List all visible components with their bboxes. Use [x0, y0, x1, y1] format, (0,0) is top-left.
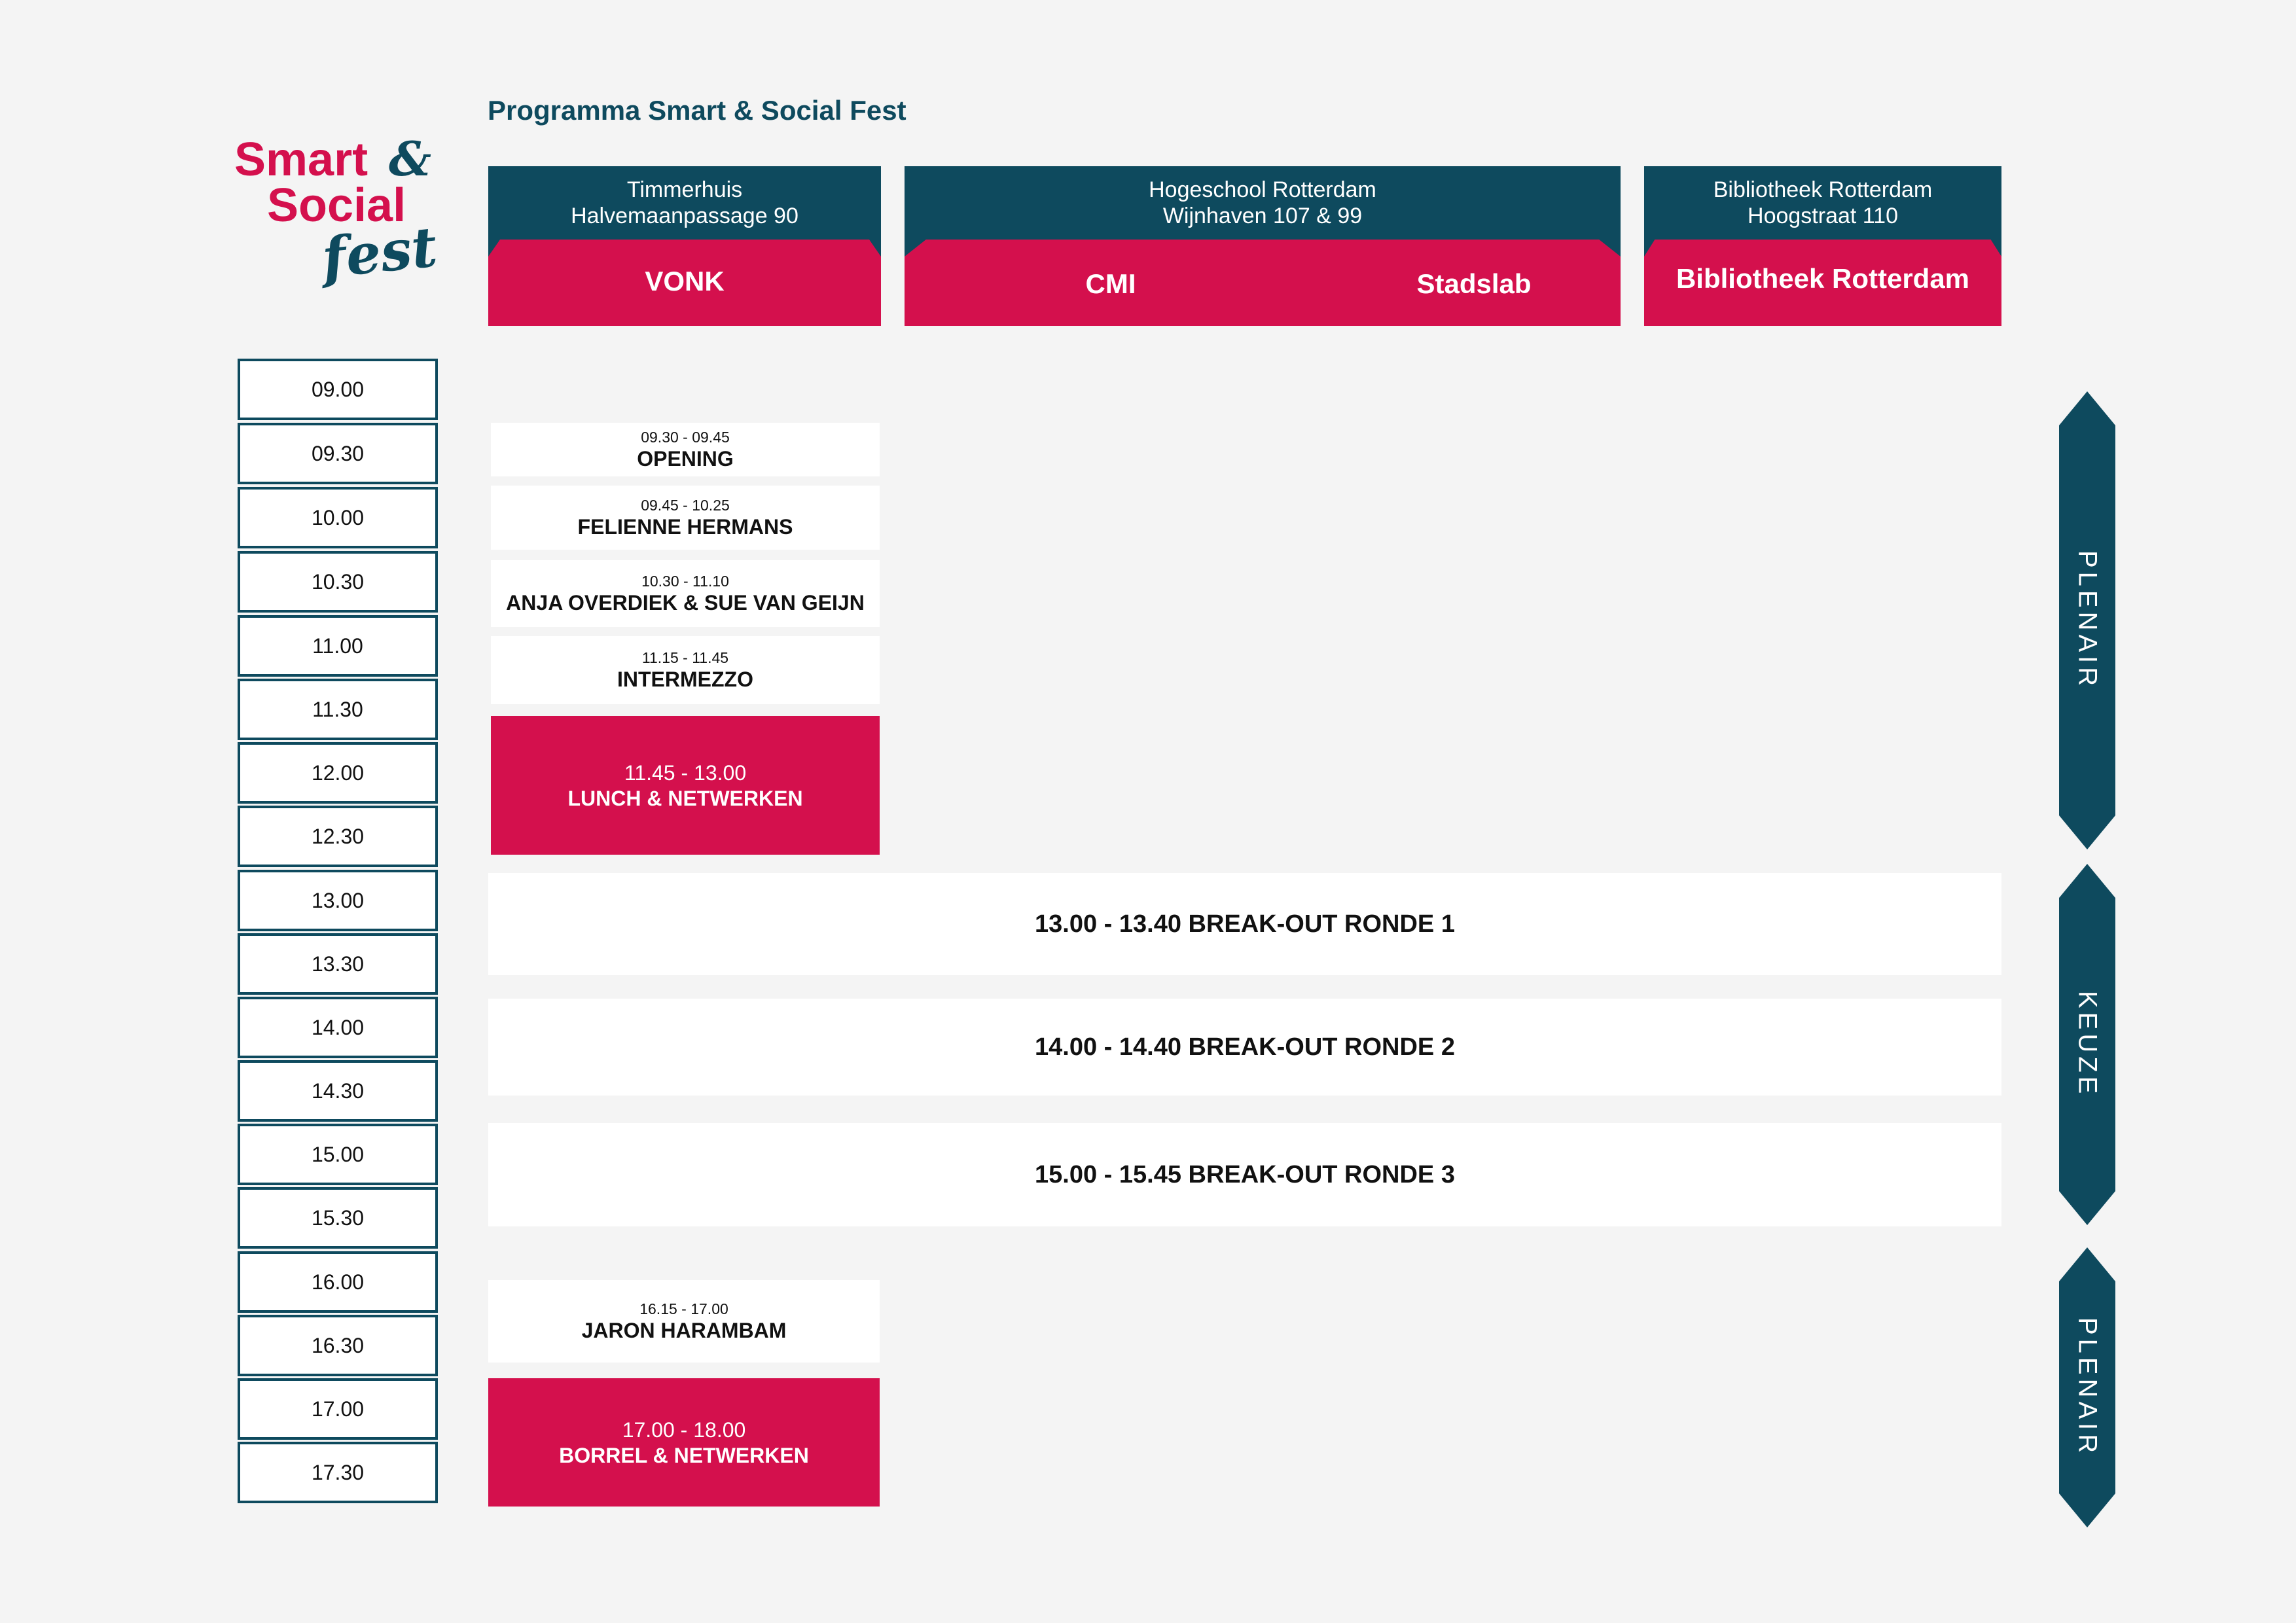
time-slot: 10.30	[238, 551, 438, 613]
venue-address: Wijnhaven 107 & 99	[1162, 204, 1363, 228]
side-label-keuze: KEUZE	[2073, 991, 2102, 1098]
session-lunch-netwerken[interactable]	[491, 716, 880, 855]
session-time: 09.45 - 10.25	[641, 497, 730, 514]
side-label-plenair: PLENAIR	[2073, 1317, 2102, 1457]
session-time: 11.15 - 11.45	[641, 649, 729, 666]
room-vonk: VONK	[645, 266, 725, 296]
time-slot: 16.00	[238, 1251, 438, 1313]
session-jaron-harambam[interactable]	[488, 1280, 880, 1363]
time-slot: 15.30	[238, 1187, 438, 1249]
venue-hogeschool-rotterdam	[905, 166, 1621, 326]
time-slot: 11.30	[238, 679, 438, 740]
breakout-round-2[interactable]	[488, 999, 2001, 1096]
venue-name: Timmerhuis	[626, 177, 743, 202]
time-slot: 09.30	[238, 423, 438, 484]
breakout-title: 15.00 - 15.45 BREAK-OUT RONDE 3	[1035, 1161, 1455, 1188]
logo-text-fest: fest	[319, 214, 440, 291]
session-title: ANJA OVERDIEK & SUE VAN GEIJN	[506, 591, 865, 615]
session-title: JARON HARAMBAM	[581, 1319, 787, 1342]
logo-text-smart: Smart	[234, 134, 368, 186]
time-slot: 16.30	[238, 1315, 438, 1376]
venue-header	[488, 166, 881, 240]
session-time: 16.15 - 17.00	[639, 1300, 728, 1317]
time-slot: 13.30	[238, 933, 438, 995]
session-title: INTERMEZZO	[617, 668, 753, 691]
session-time: 10.30 - 11.10	[641, 573, 729, 590]
venue-timmerhuis	[488, 166, 881, 326]
time-slot: 12.30	[238, 806, 438, 867]
venue-header	[1644, 166, 2001, 240]
page-title: Programma Smart & Social Fest	[488, 95, 906, 126]
session-time: 11.45 - 13.00	[624, 761, 747, 785]
time-slot: 17.30	[238, 1442, 438, 1503]
room-cmi: CMI	[1085, 268, 1136, 299]
session-felienne-hermans[interactable]	[491, 486, 880, 550]
session-title: OPENING	[637, 447, 734, 471]
session-time: 09.30 - 09.45	[641, 429, 730, 446]
time-slot: 12.00	[238, 742, 438, 804]
breakout-title: 13.00 - 13.40 BREAK-OUT RONDE 1	[1035, 910, 1455, 938]
room-bibliotheek-rotterdam: Bibliotheek Rotterdam	[1676, 263, 1970, 294]
session-opening[interactable]	[491, 423, 880, 476]
time-slot: 14.30	[238, 1060, 438, 1122]
logo-ampersand: &	[389, 131, 432, 187]
time-slot: 13.00	[238, 870, 438, 931]
session-intermezzo[interactable]	[491, 636, 880, 704]
venue-bibliotheek-rotterdam	[1644, 166, 2001, 326]
breakout-round-3[interactable]	[488, 1123, 2001, 1226]
venue-address: Halvemaanpassage 90	[571, 204, 798, 228]
session-anja-overdiek-sue-van-geijn[interactable]	[491, 560, 880, 627]
breakout-title: 14.00 - 14.40 BREAK-OUT RONDE 2	[1035, 1033, 1455, 1061]
venue-address: Hoogstraat 110	[1748, 204, 1898, 228]
session-title: FELIENNE HERMANS	[577, 515, 793, 539]
venue-name: Bibliotheek Rotterdam	[1713, 177, 1933, 202]
session-title: LUNCH & NETWERKEN	[567, 787, 803, 810]
session-borrel-netwerken[interactable]	[488, 1378, 880, 1507]
time-slot: 15.00	[238, 1124, 438, 1185]
time-slot: 09.00	[238, 359, 438, 420]
room-stadslab: Stadslab	[1416, 268, 1532, 299]
time-slot: 11.00	[238, 615, 438, 677]
time-slot: 10.00	[238, 487, 438, 548]
side-label-plenair: PLENAIR	[2073, 550, 2102, 690]
venue-header	[905, 166, 1621, 240]
session-title: BORREL & NETWERKEN	[559, 1444, 809, 1467]
venue-name: Hogeschool Rotterdam	[1149, 177, 1376, 202]
time-slot: 14.00	[238, 997, 438, 1058]
time-slot: 17.00	[238, 1378, 438, 1440]
session-time: 17.00 - 18.00	[622, 1418, 746, 1442]
breakout-round-1[interactable]	[488, 873, 2001, 975]
logo-text-social: Social	[267, 179, 406, 232]
